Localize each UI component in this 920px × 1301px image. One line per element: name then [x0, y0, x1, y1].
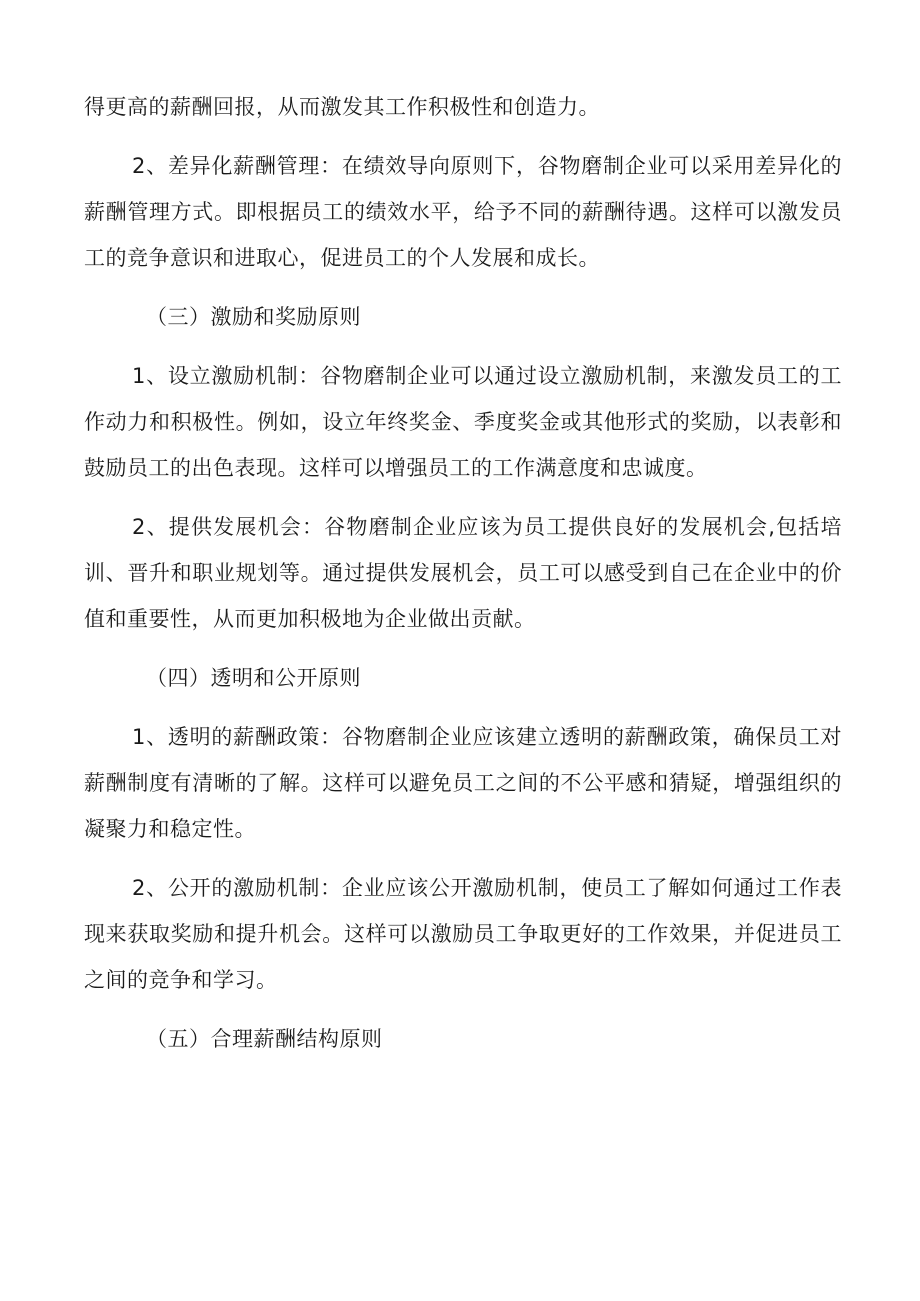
paragraph-differentiated-pay: 2、差异化薪酬管理：在绩效导向原则下，谷物磨制企业可以采用差异化的薪酬管理方式。即根据员工的绩效水平，给予不同的薪酬待遇。这样可以激发员工的竞争意识和进取心，促进员工的个人发展和成长。: [84, 154, 842, 270]
paragraph-development-opportunity: 2、提供发展机会：谷物磨制企业应该为员工提供良好的发展机会,包括培训、晋升和职业规划等。通过提供发展机会，员工可以感受到自己在企业中的价值和重要性，从而更加积极地为企业做出贡献。: [84, 515, 842, 631]
paragraph-incentive-mechanism: 1、设立激励机制：谷物磨制企业可以通过设立激励机制，来激发员工的工作动力和积极性。例如，设立年终奖金、季度奖金或其他形式的奖励，以表彰和鼓励员工的出色表现。这样可以增强员工的工作满意度和忠诚度。: [84, 364, 842, 480]
document-body: [84, 84, 842, 1075]
paragraph-open-incentive: 2、公开的激励机制：企业应该公开激励机制，使员工了解如何通过工作表现来获取奖励和提升机会。这样可以激励员工争取更好的工作效果，并促进员工之间的竞争和学习。: [84, 876, 842, 992]
paragraph-continuation: 得更高的薪酬回报，从而激发其工作积极性和创造力。: [84, 95, 600, 119]
section-heading-transparency: （四）透明和公开原则: [146, 666, 361, 690]
section-heading-structure: （五）合理薪酬结构原则: [146, 1027, 383, 1051]
section-heading-incentive: （三）激励和奖励原则: [146, 305, 361, 329]
paragraph-transparent-policy: 1、透明的薪酬政策：谷物磨制企业应该建立透明的薪酬政策，确保员工对薪酬制度有清晰的了解。这样可以避免员工之间的不公平感和猜疑，增强组织的凝聚力和稳定性。: [84, 725, 842, 841]
